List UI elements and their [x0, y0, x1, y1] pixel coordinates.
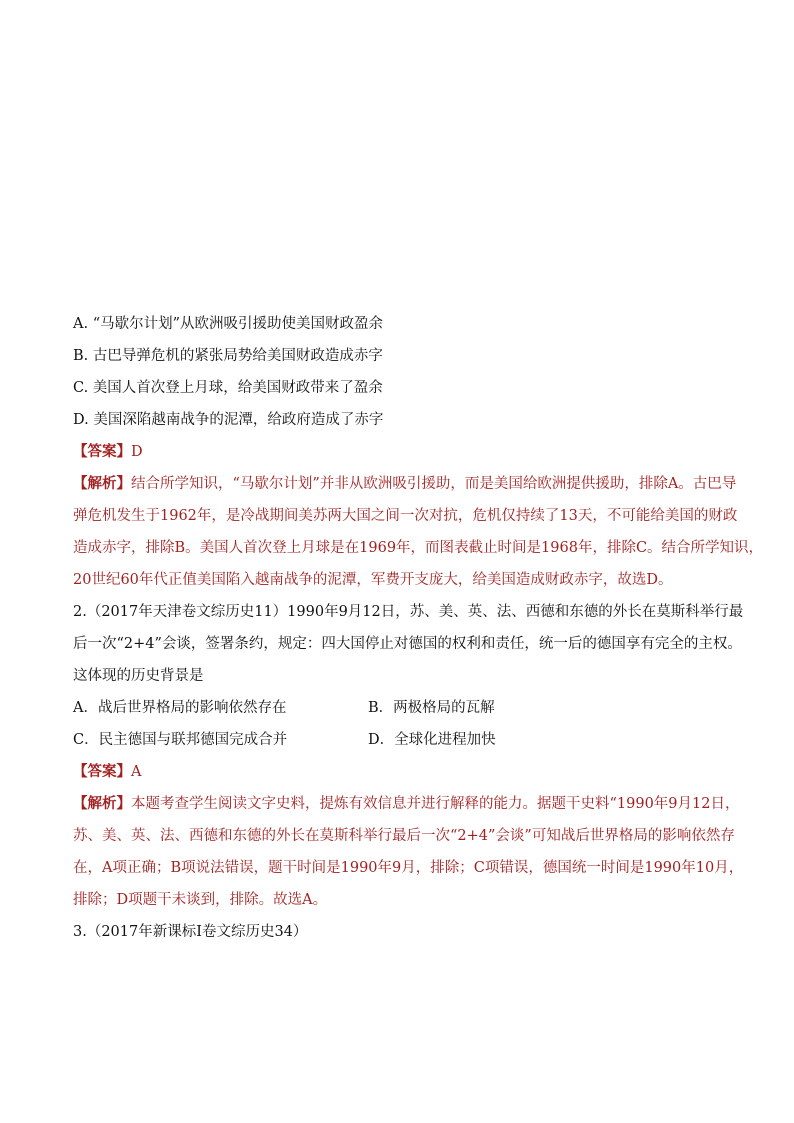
q2-stem-line-1: 2.（2017年天津卷文综历史11）1990年9月12日，苏、美、英、法、西德和东德的外长在莫斯科举行最 [73, 604, 744, 620]
q1-analysis-line-4: 20世纪60年代正值美国陷入越南战争的泥潭，军费开支庞大，给美国造成财政赤字，故选D。 [73, 572, 673, 588]
q2-analysis-line-4: 排除；D项题干未谈到，排除。故选A。 [73, 892, 328, 908]
analysis-text: 本题考查学生阅读文字史料，提炼有效信息并进行解释的能力。据题干史料“1990年9月12日， [131, 796, 740, 812]
answer-tag: 【答案】 [73, 443, 131, 460]
q1-option-b: B. 古巴导弹危机的紧张局势给美国财政造成赤字 [73, 348, 383, 364]
q2-analysis-line-3: 在，A项正确；B项说法错误，题干时间是1990年9月，排除；C项错误，德国统一时间是1990年10月， [73, 860, 744, 876]
q2-option-d: D．全球化进程加快 [368, 732, 496, 748]
q2-analysis-line-2: 苏、美、英、法、西德和东德的外长在莫斯科举行最后一次“2+4”会谈”可知战后世界格局的影响依然存 [73, 828, 735, 844]
q2-option-a: A．战后世界格局的影响依然存在 [73, 700, 287, 716]
q3-stem: 3.（2017年新课标Ⅰ卷文综历史34） [73, 924, 308, 940]
answer-value: A [131, 764, 142, 780]
q2-stem-line-2: 后一次“2+4”会谈，签署条约，规定：四大国停止对德国的权利和责任，统一后的德国享有完全的主权。 [73, 636, 742, 652]
q1-option-a: A. “马歇尔计划”从欧洲吸引援助使美国财政盈余 [73, 316, 384, 332]
analysis-text: 结合所学知识，“马歇尔计划”并非从欧洲吸引援助，而是美国给欧洲提供援助，排除A。古巴导 [131, 476, 737, 492]
answer-tag: 【答案】 [73, 763, 131, 780]
q2-options-row-1 [73, 698, 733, 718]
answer-value: D [131, 444, 143, 460]
q1-analysis-line-2: 弹危机发生于1962年，是冷战期间美苏两大国之间一次对抗，危机仅持续了13天，不可能给美国的财政 [73, 508, 738, 524]
q2-stem-line-3: 这体现的历史背景是 [73, 668, 204, 684]
q2-options-row-2 [73, 730, 733, 750]
q1-analysis-line-3: 造成赤字，排除B。美国人首次登上月球是在1969年，而图表截止时间是1968年，排除C。结合所学知识， [73, 540, 764, 556]
q1-option-c: C. 美国人首次登上月球，给美国财政带来了盈余 [73, 380, 383, 396]
analysis-tag: 【解析】 [73, 475, 131, 492]
q1-answer [73, 442, 733, 462]
q1-analysis-line-1 [73, 474, 737, 494]
q1-option-d: D. 美国深陷越南战争的泥潭，给政府造成了赤字 [73, 412, 384, 428]
analysis-tag: 【解析】 [73, 795, 131, 812]
q2-analysis-line-1 [73, 794, 740, 814]
q2-answer [73, 762, 733, 782]
q2-option-c: C．民主德国与联邦德国完成合并 [73, 732, 288, 748]
q2-option-b: B．两极格局的瓦解 [368, 700, 495, 716]
